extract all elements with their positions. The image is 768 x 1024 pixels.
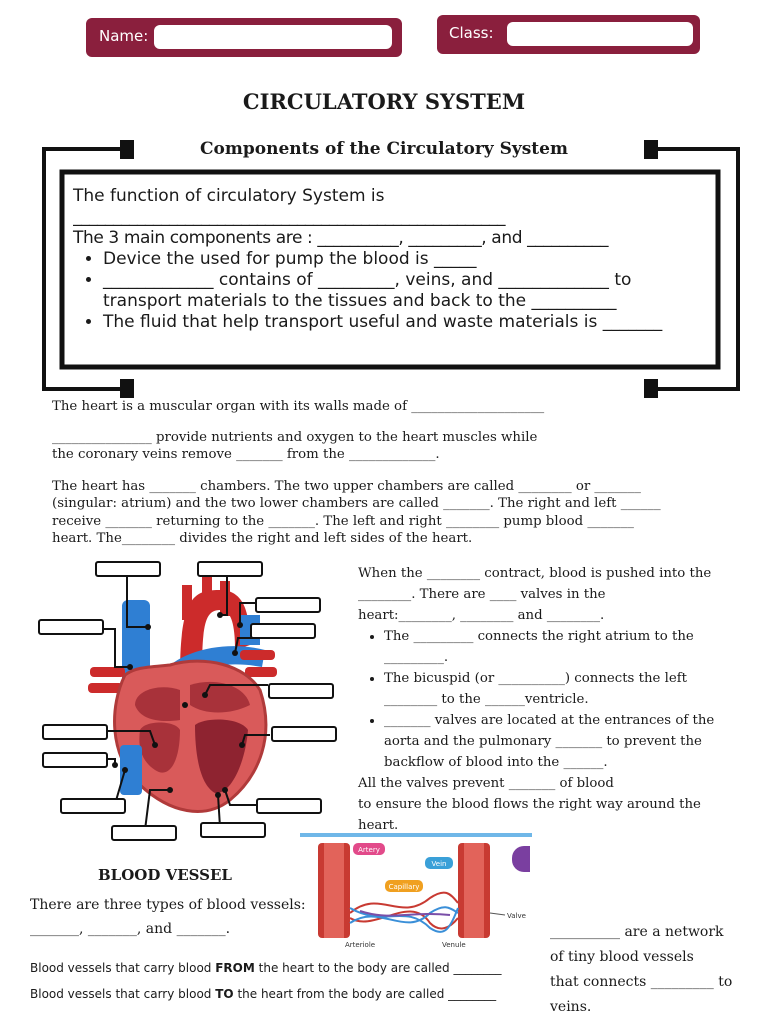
chambers-line-2: (singular: atrium) and the two lower chambers are called _______. The right and left ______ [52, 496, 661, 511]
cap-line-2: of tiny blood vessels [550, 949, 694, 965]
from-text-pre: Blood vessels that carry blood [30, 961, 216, 975]
arteriole-diagram-label: Arteriole [345, 941, 376, 949]
valves-outro-3: heart. [358, 818, 399, 833]
capillary-diagram-label: Capillary [388, 883, 420, 891]
types-blanks: _______, _______, and _______. [30, 921, 231, 937]
list-item: • _____________ contains of _________, veins, and _____________ to transport materials to the tissues and back to the __________ [103, 270, 713, 312]
valve-diagram-label: Valve [507, 912, 526, 920]
class-label: Class: [449, 24, 494, 42]
heart-label-box[interactable] [256, 798, 322, 814]
to-bold: TO [215, 987, 234, 1001]
heart-paragraph [52, 398, 742, 548]
cap-line-1: __________ are a network [550, 924, 724, 940]
list-item: • Device the used for pump the blood is _____ [103, 249, 713, 270]
heart-label-box[interactable] [111, 825, 177, 841]
heart-label-box[interactable] [42, 724, 108, 740]
name-label: Name: [99, 27, 149, 45]
venule-diagram-label: Venule [442, 941, 466, 949]
to-text-pre: Blood vessels that carry blood [30, 987, 216, 1001]
heart-label-box[interactable] [200, 822, 266, 838]
main-components-line: The 3 main components are : __________, _________, and __________ [73, 228, 609, 248]
heart-label-box[interactable] [255, 597, 321, 613]
function-line: The function of circulatory System is [73, 186, 385, 206]
function-blank: ______________________________________________________ [73, 207, 505, 227]
vein-diagram-label: Vein [431, 860, 447, 868]
chambers-line-1: The heart has _______ chambers. The two upper chambers are called ________ or _______ [52, 478, 641, 494]
capillary-text [550, 920, 750, 1020]
chambers-line-3: receive _______ returning to the _______. The left and right ________ pump blood _______ [52, 513, 634, 529]
chambers-line-4: heart. The________ divides the right and left sides of the heart. [52, 531, 473, 546]
blood-vessel-heading: BLOOD VESSEL [98, 866, 232, 884]
heart-label-box[interactable] [60, 798, 126, 814]
heart-label-box[interactable] [268, 683, 334, 699]
name-input[interactable] [154, 25, 392, 49]
name-field-box [86, 18, 402, 57]
heart-label-box[interactable] [250, 623, 316, 639]
list-item: • The _________ connects the right atrium to the _________. [384, 626, 733, 668]
components-list [73, 249, 713, 333]
heart-label-box[interactable] [42, 752, 108, 768]
page-title: CIRCULATORY SYSTEM [242, 89, 526, 114]
valves-intro-3: heart:________, ________ and ________. [358, 608, 605, 623]
class-input[interactable] [507, 22, 693, 46]
types-line: There are three types of blood vessels: [30, 897, 306, 913]
from-bold: FROM [215, 961, 255, 975]
to-heart-line [30, 987, 496, 1001]
from-heart-line [30, 961, 501, 975]
from-text-post: the heart to the body are called ________ [254, 961, 502, 975]
list-item: • The fluid that help transport useful and waste materials is _______ [103, 312, 713, 333]
valves-outro-2: to ensure the blood flows the right way around the [358, 797, 701, 812]
blood-vessel-diagram [300, 833, 532, 953]
artery-diagram-label: Artery [358, 846, 380, 854]
cap-line-3: that connects _________ to [550, 974, 733, 990]
valves-list [358, 626, 733, 773]
coronary-line-2: the coronary veins remove _______ from the _____________. [52, 447, 440, 462]
valves-intro-1: When the ________ contract, blood is pushed into the [358, 566, 712, 581]
class-field-box [437, 15, 700, 54]
blood-vessel-types [30, 893, 310, 941]
heart-label-box[interactable] [271, 726, 337, 742]
valves-text [358, 563, 733, 836]
heart-walls-line: The heart is a muscular organ with its walls made of ____________________ [52, 399, 545, 414]
list-item: • _______ valves are located at the entrances of the aorta and the pulmonary _______ to prevent the backflow of blood into the ______. [384, 710, 733, 773]
cap-line-4: veins. [550, 999, 592, 1015]
heart-label-box[interactable] [38, 619, 104, 635]
to-text-post: the heart from the body are called ________ [233, 987, 497, 1001]
heart-label-box[interactable] [95, 561, 161, 577]
valves-intro-2: ________. There are ____ valves in the [358, 587, 606, 602]
decorative-fragment [512, 846, 530, 872]
valves-outro-1: All the valves prevent _______ of blood [358, 776, 614, 791]
list-item: • The bicuspid (or __________) connects the left ________ to the ______ventricle. [384, 668, 733, 710]
components-content [73, 186, 713, 333]
components-heading: Components of the Circulatory System [200, 139, 568, 159]
coronary-line-1: _______________ provide nutrients and oxygen to the heart muscles while [52, 429, 538, 445]
heart-label-box[interactable] [197, 561, 263, 577]
